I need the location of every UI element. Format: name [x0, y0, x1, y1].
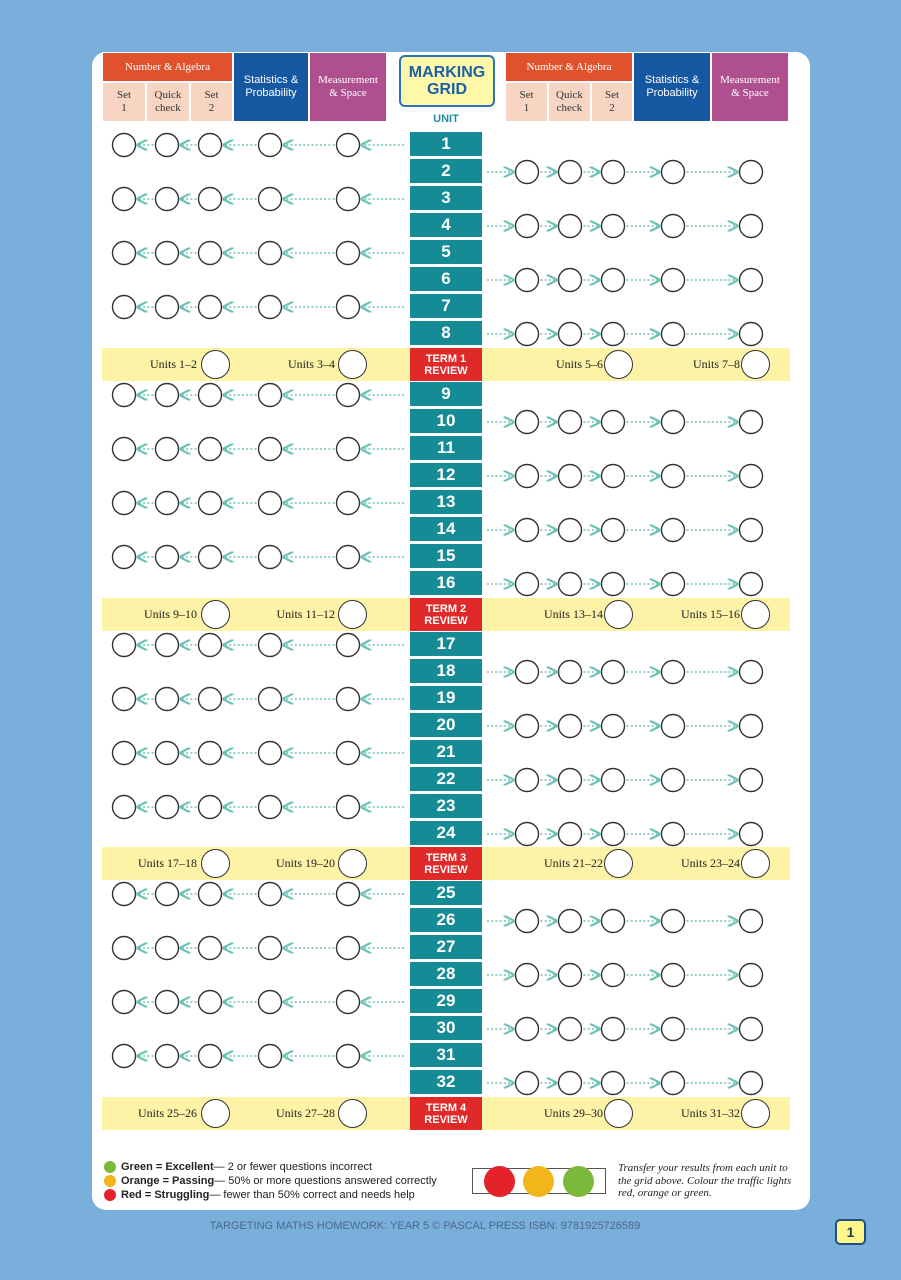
result-circle-unit-23-1[interactable]	[156, 796, 179, 819]
header-left-measure-line2: & Space	[329, 87, 367, 99]
result-circle-unit-8-1[interactable]	[559, 323, 582, 346]
unit-cell-10: 10	[410, 409, 482, 433]
unit-cell-21: 21	[410, 740, 482, 764]
legend-red-name: Red	[121, 1189, 142, 1201]
unit-cell-29: 29	[410, 989, 482, 1013]
result-circle-unit-6-4[interactable]	[740, 269, 763, 292]
result-circle-unit-32-3[interactable]	[662, 1072, 685, 1095]
result-circle-unit-24-3[interactable]	[662, 823, 685, 846]
result-circle-unit-16-1[interactable]	[559, 573, 582, 596]
result-circle-unit-24-1[interactable]	[559, 823, 582, 846]
result-circle-unit-19-0[interactable]	[113, 688, 136, 711]
result-circle-unit-32-1[interactable]	[559, 1072, 582, 1095]
result-circle-unit-29-1[interactable]	[156, 991, 179, 1014]
result-circle-unit-8-4[interactable]	[740, 323, 763, 346]
result-circle-unit-25-1[interactable]	[156, 883, 179, 906]
result-circle-unit-26-1[interactable]	[559, 910, 582, 933]
review-units-label: Units 1–2	[149, 357, 197, 371]
result-circle-unit-22-0[interactable]	[516, 769, 539, 792]
result-circle-unit-9-1[interactable]	[156, 384, 179, 407]
review-units-label: Units 23–24	[680, 856, 740, 870]
result-circle-unit-20-2[interactable]	[602, 715, 625, 738]
traffic-light-green-icon	[563, 1166, 594, 1197]
title-line1: MARKING	[408, 64, 486, 81]
result-circle-unit-22-1[interactable]	[559, 769, 582, 792]
result-circle-unit-24-0[interactable]	[516, 823, 539, 846]
result-circle-unit-28-0[interactable]	[516, 964, 539, 987]
unit-cell-30: 30	[410, 1016, 482, 1040]
result-circle-unit-12-4[interactable]	[740, 465, 763, 488]
result-circle-unit-12-1[interactable]	[559, 465, 582, 488]
unit-cell-26: 26	[410, 908, 482, 932]
header-left-measure-line1: Measurement	[318, 74, 378, 86]
result-circle-unit-4-4[interactable]	[740, 215, 763, 238]
result-circle-unit-29-2[interactable]	[199, 991, 222, 1014]
result-circle-unit-17-2[interactable]	[199, 634, 222, 657]
result-circle-unit-25-2[interactable]	[199, 883, 222, 906]
unit-cell-18: 18	[410, 659, 482, 683]
traffic-light-red-icon	[484, 1166, 515, 1197]
result-circle-unit-15-1[interactable]	[156, 546, 179, 569]
result-circle-unit-27-4[interactable]	[337, 937, 360, 960]
unit-cell-28: 28	[410, 962, 482, 986]
header-left-stats-line2: Probability	[245, 87, 297, 99]
result-circle-unit-27-1[interactable]	[156, 937, 179, 960]
result-circle-unit-26-2[interactable]	[602, 910, 625, 933]
result-circle-unit-2-3[interactable]	[662, 161, 685, 184]
result-circle-unit-18-3[interactable]	[662, 661, 685, 684]
unit-cell-9: 9	[410, 382, 482, 406]
result-circle-unit-23-3[interactable]	[259, 796, 282, 819]
review-units-label: Units 21–22	[543, 856, 603, 870]
review-units-label: Units 17–18	[137, 856, 197, 870]
result-circle-unit-13-4[interactable]	[337, 492, 360, 515]
result-circle-unit-12-2[interactable]	[602, 465, 625, 488]
result-circle-unit-19-2[interactable]	[199, 688, 222, 711]
result-circle-unit-18-0[interactable]	[516, 661, 539, 684]
unit-cell-6: 6	[410, 267, 482, 291]
term-label: TERM 3	[425, 851, 467, 864]
result-circle-unit-24-2[interactable]	[602, 823, 625, 846]
result-circle-unit-11-1[interactable]	[156, 438, 179, 461]
review-units-label: Units 19–20	[275, 856, 335, 870]
result-circle-unit-13-2[interactable]	[199, 492, 222, 515]
result-circle-unit-3-0[interactable]	[113, 188, 136, 211]
header-left-quick-line2: check	[155, 102, 181, 114]
result-circle-unit-14-1[interactable]	[559, 519, 582, 542]
result-circle-unit-20-4[interactable]	[740, 715, 763, 738]
legend-orange-name: Orange	[121, 1175, 160, 1187]
result-circle-unit-19-4[interactable]	[337, 688, 360, 711]
unit-cell-7: 7	[410, 294, 482, 318]
result-circle-unit-13-1[interactable]	[156, 492, 179, 515]
result-circle-unit-5-2[interactable]	[199, 242, 222, 265]
result-circle-unit-10-1[interactable]	[559, 411, 582, 434]
result-circle-unit-8-3[interactable]	[662, 323, 685, 346]
result-circle-unit-15-4[interactable]	[337, 546, 360, 569]
result-circle-unit-14-4[interactable]	[740, 519, 763, 542]
result-circle-unit-14-2[interactable]	[602, 519, 625, 542]
result-circle-unit-6-3[interactable]	[662, 269, 685, 292]
result-circle-unit-13-3[interactable]	[259, 492, 282, 515]
term-label: TERM 4	[425, 1101, 467, 1114]
result-circle-unit-4-1[interactable]	[559, 215, 582, 238]
result-circle-unit-9-3[interactable]	[259, 384, 282, 407]
result-circle-unit-2-2[interactable]	[602, 161, 625, 184]
result-circle-unit-18-2[interactable]	[602, 661, 625, 684]
unit-cell-31: 31	[410, 1043, 482, 1067]
result-circle-unit-21-3[interactable]	[259, 742, 282, 765]
result-circle-unit-18-4[interactable]	[740, 661, 763, 684]
result-circle-unit-27-3[interactable]	[259, 937, 282, 960]
traffic-light-orange-icon	[523, 1166, 554, 1197]
review-units-label: Units 7–8	[692, 357, 740, 371]
term-label: TERM 1	[425, 352, 467, 365]
review-label: REVIEW	[424, 614, 468, 627]
result-circle-unit-12-3[interactable]	[662, 465, 685, 488]
review-label: REVIEW	[424, 364, 468, 377]
result-circle-unit-21-0[interactable]	[113, 742, 136, 765]
result-circle-unit-28-4[interactable]	[740, 964, 763, 987]
result-circle-unit-23-4[interactable]	[337, 796, 360, 819]
result-circle-unit-10-2[interactable]	[602, 411, 625, 434]
unit-column-label: UNIT	[433, 113, 459, 125]
header-right-quick-line1: Quick	[556, 89, 583, 101]
result-circle-unit-29-0[interactable]	[113, 991, 136, 1014]
result-circle-unit-3-3[interactable]	[259, 188, 282, 211]
result-circle-unit-1-3[interactable]	[259, 134, 282, 157]
result-circle-unit-17-3[interactable]	[259, 634, 282, 657]
result-circle-unit-11-3[interactable]	[259, 438, 282, 461]
result-circle-unit-17-1[interactable]	[156, 634, 179, 657]
result-circle-unit-2-1[interactable]	[559, 161, 582, 184]
result-circle-unit-21-4[interactable]	[337, 742, 360, 765]
result-circle-unit-5-4[interactable]	[337, 242, 360, 265]
header-left-set2-line1: Set	[204, 89, 219, 101]
result-circle-unit-3-1[interactable]	[156, 188, 179, 211]
result-circle-unit-31-0[interactable]	[113, 1045, 136, 1068]
result-circle-unit-10-0[interactable]	[516, 411, 539, 434]
review-units-label: Units 31–32	[680, 1106, 740, 1120]
orange-dot-icon	[104, 1175, 116, 1187]
header-right-measure-line2: & Space	[731, 87, 769, 99]
header-left-set1-line1: Set	[116, 89, 132, 101]
review-units-label: Units 29–30	[543, 1106, 603, 1120]
header-left-stats-line1: Statistics &	[243, 74, 299, 86]
result-circle-unit-8-2[interactable]	[602, 323, 625, 346]
unit-cell-22: 22	[410, 767, 482, 791]
result-circle-unit-25-3[interactable]	[259, 883, 282, 906]
page-number: 1	[835, 1219, 866, 1245]
result-circle-unit-1-1[interactable]	[156, 134, 179, 157]
result-circle-unit-30-4[interactable]	[740, 1018, 763, 1041]
result-circle-unit-28-2[interactable]	[602, 964, 625, 987]
review-label: REVIEW	[424, 863, 468, 876]
result-circle-unit-14-0[interactable]	[516, 519, 539, 542]
result-circle-unit-17-4[interactable]	[337, 634, 360, 657]
result-circle-unit-12-0[interactable]	[516, 465, 539, 488]
legend-red-level: = Struggling	[144, 1189, 210, 1201]
result-circle-unit-11-4[interactable]	[337, 438, 360, 461]
result-circle-unit-8-0[interactable]	[516, 323, 539, 346]
result-circle-unit-7-1[interactable]	[156, 296, 179, 319]
header-right-set1-line2: 1	[523, 102, 530, 114]
result-circle-unit-2-4[interactable]	[740, 161, 763, 184]
header-right-measure-line1: Measurement	[720, 74, 780, 86]
result-circle-unit-31-1[interactable]	[156, 1045, 179, 1068]
instructions-note: Transfer your results from each unit to the grid above. Colour the traffic lights red, orange or green.	[618, 1162, 792, 1199]
unit-cell-17: 17	[410, 632, 482, 656]
result-circle-unit-6-2[interactable]	[602, 269, 625, 292]
footer-credit: TARGETING MATHS HOMEWORK: YEAR 5 © PASCAL PRESS ISBN: 9781925726589	[209, 1220, 641, 1232]
result-circle-unit-1-0[interactable]	[113, 134, 136, 157]
result-circle-unit-31-3[interactable]	[259, 1045, 282, 1068]
result-circle-unit-3-2[interactable]	[199, 188, 222, 211]
header-left-number-algebra-text: Number & Algebra	[125, 60, 210, 73]
result-circle-unit-28-3[interactable]	[662, 964, 685, 987]
result-circle-unit-30-2[interactable]	[602, 1018, 625, 1041]
result-circle-unit-32-2[interactable]	[602, 1072, 625, 1095]
result-circle-unit-9-2[interactable]	[199, 384, 222, 407]
result-circle-unit-16-4[interactable]	[740, 573, 763, 596]
result-circle-unit-31-2[interactable]	[199, 1045, 222, 1068]
result-circle-unit-20-3[interactable]	[662, 715, 685, 738]
result-circle-unit-20-0[interactable]	[516, 715, 539, 738]
result-circle-unit-27-2[interactable]	[199, 937, 222, 960]
result-circle-unit-4-0[interactable]	[516, 215, 539, 238]
result-circle-unit-30-0[interactable]	[516, 1018, 539, 1041]
result-circle-unit-16-2[interactable]	[602, 573, 625, 596]
legend-orange-level: = Passing	[162, 1175, 215, 1187]
unit-cell-23: 23	[410, 794, 482, 818]
result-circle-unit-26-0[interactable]	[516, 910, 539, 933]
legend-red-row	[104, 1188, 437, 1202]
legend-green-level: = Excellent	[155, 1161, 214, 1173]
result-circle-unit-14-3[interactable]	[662, 519, 685, 542]
result-circle-unit-13-0[interactable]	[113, 492, 136, 515]
unit-cell-4: 4	[410, 213, 482, 237]
unit-cell-13: 13	[410, 490, 482, 514]
title-line2: GRID	[427, 81, 467, 98]
result-circle-unit-3-4[interactable]	[337, 188, 360, 211]
result-circle-unit-23-2[interactable]	[199, 796, 222, 819]
result-circle-unit-15-3[interactable]	[259, 546, 282, 569]
legend-green-desc: — 2 or fewer questions incorrect	[213, 1161, 373, 1173]
result-circle-unit-11-2[interactable]	[199, 438, 222, 461]
header-right-stats-line2: Probability	[646, 87, 698, 99]
header-left-set2-line2: 2	[208, 102, 215, 114]
unit-cell-25: 25	[410, 881, 482, 905]
unit-cell-5: 5	[410, 240, 482, 264]
result-circle-unit-26-4[interactable]	[740, 910, 763, 933]
result-circle-unit-7-0[interactable]	[113, 296, 136, 319]
review-units-label: Units 11–12	[276, 607, 335, 621]
review-units-label: Units 15–16	[680, 607, 740, 621]
result-circle-unit-4-2[interactable]	[602, 215, 625, 238]
result-circle-unit-26-3[interactable]	[662, 910, 685, 933]
result-circle-unit-22-3[interactable]	[662, 769, 685, 792]
unit-cell-1: 1	[410, 132, 482, 156]
result-circle-unit-1-2[interactable]	[199, 134, 222, 157]
unit-cell-3: 3	[410, 186, 482, 210]
unit-cell-20: 20	[410, 713, 482, 737]
result-circle-unit-27-0[interactable]	[113, 937, 136, 960]
green-dot-icon	[104, 1161, 116, 1173]
header-left-quick-line1: Quick	[154, 89, 182, 101]
result-circle-unit-5-3[interactable]	[259, 242, 282, 265]
result-circle-unit-25-0[interactable]	[113, 883, 136, 906]
result-circle-unit-10-3[interactable]	[662, 411, 685, 434]
result-circle-unit-22-4[interactable]	[740, 769, 763, 792]
result-circle-unit-25-4[interactable]	[337, 883, 360, 906]
result-circle-unit-7-3[interactable]	[259, 296, 282, 319]
unit-cell-19: 19	[410, 686, 482, 710]
result-circle-unit-15-0[interactable]	[113, 546, 136, 569]
header-right-quick-line2: check	[556, 102, 583, 114]
result-circle-unit-20-1[interactable]	[559, 715, 582, 738]
result-circle-unit-31-4[interactable]	[337, 1045, 360, 1068]
legend-red-desc: — fewer than 50% correct and needs help	[209, 1189, 415, 1201]
legend-green-name: Green	[121, 1161, 153, 1173]
unit-cell-27: 27	[410, 935, 482, 959]
legend-green-row	[104, 1160, 437, 1174]
result-circle-unit-23-0[interactable]	[113, 796, 136, 819]
unit-cell-2: 2	[410, 159, 482, 183]
result-circle-unit-9-4[interactable]	[337, 384, 360, 407]
review-units-label: Units 27–28	[275, 1106, 335, 1120]
review-units-label: Units 9–10	[143, 607, 197, 621]
result-circle-unit-18-1[interactable]	[559, 661, 582, 684]
result-circle-unit-21-1[interactable]	[156, 742, 179, 765]
result-circle-unit-2-0[interactable]	[516, 161, 539, 184]
result-circle-unit-29-3[interactable]	[259, 991, 282, 1014]
result-circle-unit-30-1[interactable]	[559, 1018, 582, 1041]
result-circle-unit-9-0[interactable]	[113, 384, 136, 407]
result-circle-unit-15-2[interactable]	[199, 546, 222, 569]
result-circle-unit-5-1[interactable]	[156, 242, 179, 265]
red-dot-icon	[104, 1189, 116, 1201]
review-units-label: Units 5–6	[555, 357, 603, 371]
header-right-set1-line1: Set	[519, 89, 534, 101]
result-circle-unit-7-2[interactable]	[199, 296, 222, 319]
legend-orange-desc: — 50% or more questions answered correctly	[214, 1175, 437, 1187]
result-circle-unit-6-1[interactable]	[559, 269, 582, 292]
result-circle-unit-16-0[interactable]	[516, 573, 539, 596]
result-circle-unit-28-1[interactable]	[559, 964, 582, 987]
header-right-set2-line1: Set	[604, 89, 620, 101]
unit-cell-12: 12	[410, 463, 482, 487]
unit-cell-32: 32	[410, 1070, 482, 1094]
result-circle-unit-17-0[interactable]	[113, 634, 136, 657]
result-circle-unit-7-4[interactable]	[337, 296, 360, 319]
review-units-label: Units 25–26	[137, 1106, 197, 1120]
header-right-set2-line2: 2	[609, 102, 615, 114]
result-circle-unit-10-4[interactable]	[740, 411, 763, 434]
result-circle-unit-21-2[interactable]	[199, 742, 222, 765]
result-circle-unit-16-3[interactable]	[662, 573, 685, 596]
result-circle-unit-1-4[interactable]	[337, 134, 360, 157]
review-units-label: Units 13–14	[543, 607, 603, 621]
review-units-label: Units 3–4	[287, 357, 335, 371]
result-circle-unit-24-4[interactable]	[740, 823, 763, 846]
result-circle-unit-32-0[interactable]	[516, 1072, 539, 1095]
legend-orange-row	[104, 1174, 437, 1188]
result-circle-unit-22-2[interactable]	[602, 769, 625, 792]
unit-cell-16: 16	[410, 571, 482, 595]
colour-legend	[104, 1160, 437, 1202]
result-circle-unit-30-3[interactable]	[662, 1018, 685, 1041]
header-left-set1-line2: 1	[121, 102, 127, 114]
result-circle-unit-5-0[interactable]	[113, 242, 136, 265]
header-right-stats-line1: Statistics &	[644, 74, 700, 86]
result-circle-unit-32-4[interactable]	[740, 1072, 763, 1095]
result-circle-unit-19-3[interactable]	[259, 688, 282, 711]
result-circle-unit-6-0[interactable]	[516, 269, 539, 292]
result-circle-unit-29-4[interactable]	[337, 991, 360, 1014]
unit-cell-14: 14	[410, 517, 482, 541]
review-label: REVIEW	[424, 1113, 468, 1126]
header-right-number-algebra-text: Number & Algebra	[526, 60, 612, 73]
unit-cell-8: 8	[410, 321, 482, 345]
unit-cell-11: 11	[410, 436, 482, 460]
result-circle-unit-4-3[interactable]	[662, 215, 685, 238]
unit-cell-15: 15	[410, 544, 482, 568]
unit-cell-24: 24	[410, 821, 482, 845]
result-circle-unit-11-0[interactable]	[113, 438, 136, 461]
term-label: TERM 2	[425, 602, 467, 615]
result-circle-unit-19-1[interactable]	[156, 688, 179, 711]
